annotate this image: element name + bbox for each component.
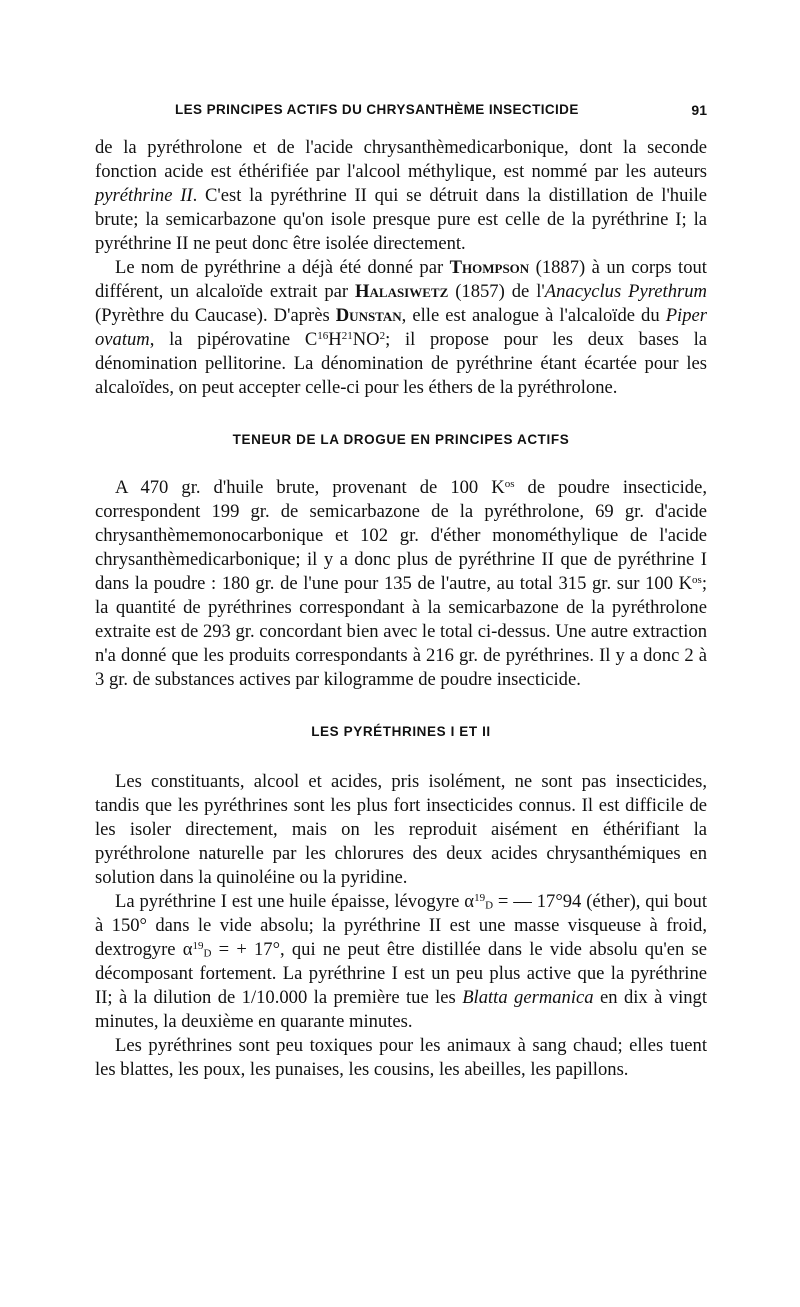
page-header [95,102,707,124]
running-title: LES PRINCIPES ACTIFS DU CHRYSANTHÈME INSECTICIDE [175,102,579,117]
paragraph-toxicity: Les pyréthrines sont peu toxiques pour les animaux à sang chaud; elles tuent les blattes, les poux, les punaises, les cousins, les abeilles, les papillons. [95,1035,707,1080]
section-heading-teneur: TENEUR DE LA DROGUE EN PRINCIPES ACTIFS [232,432,570,447]
author-name: Halasiwetz [355,281,449,302]
author-name: Dunstan [335,305,402,326]
species-name: Anacyclus Pyrethrum [544,281,707,302]
section-heading-pyrethrines: LES PYRÉTHRINES I ET II [311,724,491,739]
paragraph-pyrethrine-properties: La pyréthrine I est une huile épaisse, lévogyre $\alpha^{19}_D$ = — 17°94 (éther), qui bout à 150° dans le vide absolu; la pyréthrine II est une masse visqueuse à froid, dextrogyre $\alpha^{19}_D$ = + 17°, qui ne peut être distillée dans le vide absolu qu'en se décomposant fortement. La pyréthrine I est un peu plus active que la pyréthrine II; à la dilution de 1/10.000 la première tue les Blatta germanica en dix à vingt minutes, la deuxième en quarante minutes. [95,891,708,1032]
species-name: Piper ovatum [95,305,707,350]
species-name: Blatta germanica [462,987,594,1008]
italic-term: pyréthrine II [95,185,193,206]
paragraph-teneur: A 470 gr. d'huile brute, provenant de 100 $K^{os}$ de poudre insecticide, correspondent 199 gr. de semicarbazone de la pyréthrolone, 69 gr. d'acide chrysanthèmemonocarbonique et 102 gr. d'éther monométhylique de l'acide chrysanthèmedicarbonique; il y a donc plus de pyréthrine II que de pyréthrine I dans la poudre : 180 gr. de l'une pour 135 de l'autre, au total 315 gr. sur 100 $K^{os}$; la quantité de pyréthrines correspondant à la semicarbazone de la pyréthrolone extraite est de 293 gr. concordant bien avec le total ci-dessus. Une autre extraction n'a donné que les produits correspondants à 216 gr. de pyréthrines. Il y a donc 2 à 3 gr. de substances actives par kilogramme de poudre insecticide. [95,477,707,690]
page-number: 91 [691,102,707,118]
paragraph-pyrethrine-ii: de la pyréthrolone et de l'acide chrysanthèmedicarbonique, dont la seconde fonction acide est éthérifiée par l'alcool méthylique, est nommé par les auteurs pyréthrine II. C'est la pyréthrine II qui se détruit dans la distillation de l'huile brute; la semicarbazone qu'on isole presque pure est celle de la pyréthrine I; la pyréthrine II ne peut donc être isolée directement. [95,137,707,254]
paragraph-constituants: Les constituants, alcool et acides, pris isolément, ne sont pas insecticides, tandis que les pyréthrines sont les plus fort insecticides connus. Il est difficile de les isoler directement, mais on les reproduit aisément en éthérifiant la pyréthrolone naturelle par les chlorures des deux acides chrysanthémiques en solution dans la quinoléine ou la pyridine. [95,771,707,888]
author-name: Thompson [449,257,530,278]
paragraph-name-origin: Le nom de pyréthrine a déjà été donné par Thompson (1887) à un corps tout différent, un alcaloïde extrait par Halasiwetz (1857) de l'Anacyclus Pyrethrum (Pyrèthre du Caucase). D'après Dunstan, elle est analogue à l'alcaloïde du Piper ovatum, la pipérovatine $C^{16}H^{21}NO^2$; il propose pour les deux bases la dénomination pellitorine. La dénomination de pyréthrine étant écartée pour les alcaloïdes, on peut accepter celle-ci pour les éthers de la pyréthrolone. [95,257,707,398]
page-body [95,136,707,1082]
